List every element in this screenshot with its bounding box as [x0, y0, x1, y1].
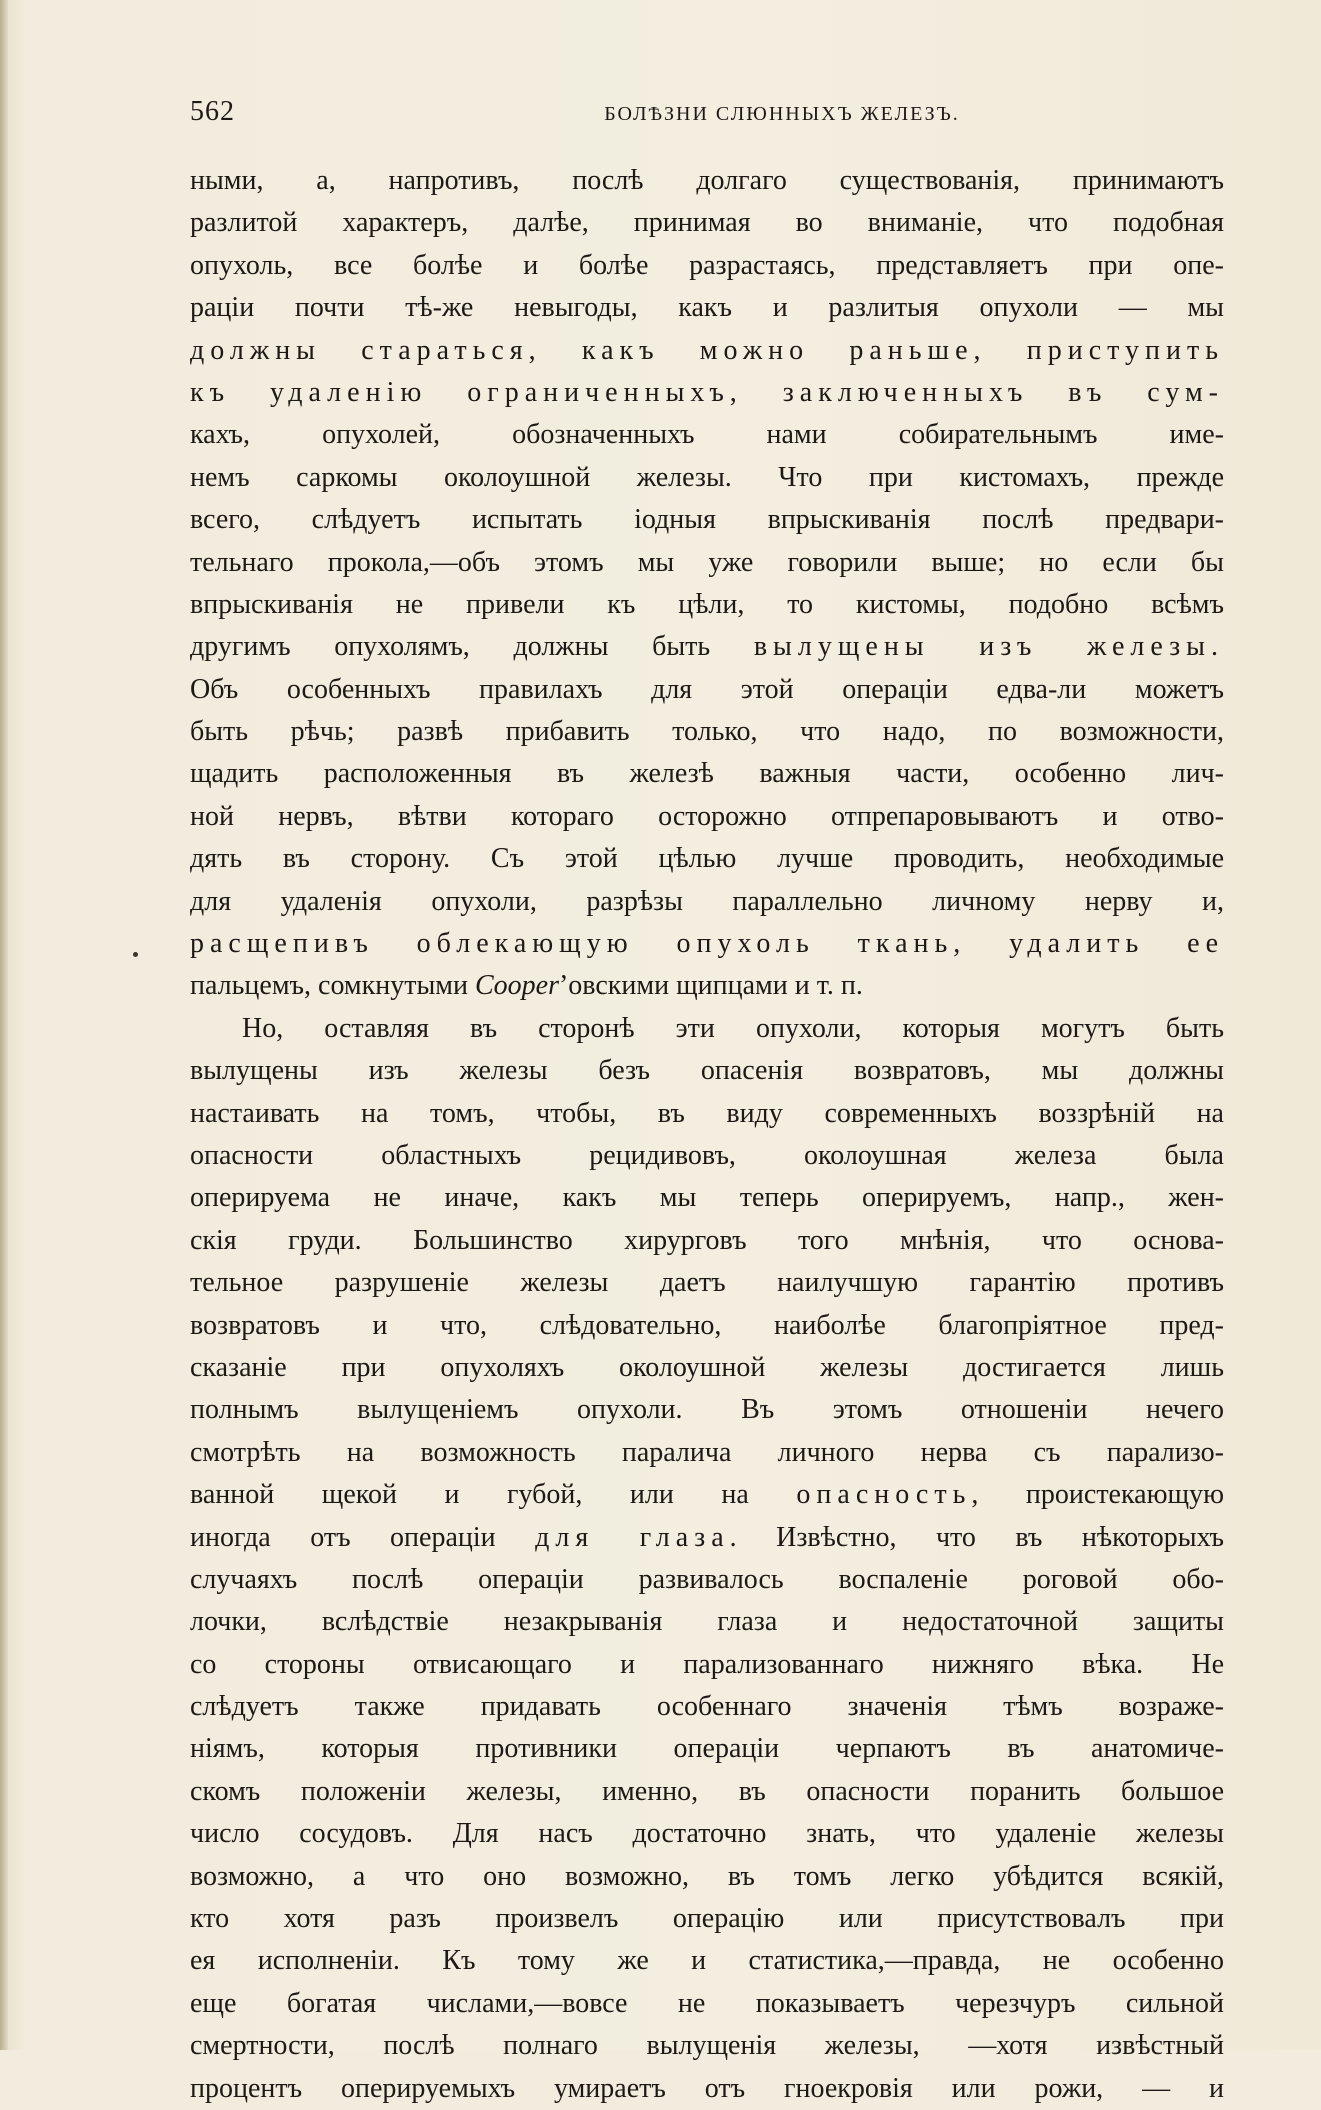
- text-line: дять въ сторону. Съ этой цѣлью лучше проводить, необходимые: [190, 843, 1224, 875]
- text-line: другимъ опухолямъ, должны быть вылущены изъ железы.: [190, 631, 1224, 663]
- text-line-spaced: къ удаленію ограниченныхъ, заключенныхъ въ сум-: [190, 376, 1224, 408]
- text-line: вылущены изъ железы безъ опасенія возвратовъ, мы должны: [190, 1055, 1224, 1087]
- page-binding-edge: [0, 0, 8, 2050]
- text-line: сказаніе при опухоляхъ околоушной железы достигается лишь: [190, 1351, 1224, 1383]
- text-line: со стороны отвисающаго и парализованнаго нижняго вѣка. Не: [190, 1648, 1224, 1680]
- text-line: случаяхъ послѣ операціи развивалось воспаленіе роговой обо-: [190, 1563, 1224, 1595]
- emphasis-text: для глаза: [535, 1521, 730, 1553]
- text-line: раціи почти тѣ-же невыгоды, какъ и разлитыя опухоли — мы: [190, 292, 1224, 324]
- text-line: настаивать на томъ, чтобы, въ виду современныхъ воззрѣній на: [190, 1097, 1224, 1129]
- text-line-spaced: расщепивъ облекающую опухоль ткань, удалить ее: [190, 928, 1224, 960]
- page-number: 562: [190, 96, 235, 127]
- emphasis-text: опасность: [796, 1479, 972, 1511]
- text-line: опасности областныхъ рецидивовъ, околоушная железа была: [190, 1139, 1224, 1171]
- body-text: [190, 160, 1224, 2110]
- page-header: [190, 92, 1224, 132]
- text-line: разлитой характеръ, далѣе, принимая во вниманіе, что подобная: [190, 207, 1224, 239]
- italic-name: Cooper: [474, 970, 559, 1002]
- text-line: немъ саркомы околоушной железы. Что при кистомахъ, прежде: [190, 461, 1224, 493]
- paragraph-start-line: Но, оставляя въ сторонѣ эти опухоли, которыя могутъ быть: [242, 1012, 1224, 1044]
- text-line: для удаленія опухоли, разрѣзы параллельно личному нерву и,: [190, 885, 1224, 917]
- text-line: впрыскиванія не привели къ цѣли, то кистомы, подобно всѣмъ: [190, 588, 1224, 620]
- text-line: всего, слѣдуетъ испытать іодныя впрыскиванія послѣ предвари-: [190, 504, 1224, 536]
- text-line: ной нервъ, вѣтви котораго осторожно отпрепаровываютъ и отво-: [190, 800, 1224, 832]
- text-line: процентъ оперируемыхъ умираетъ отъ гноекровія или рожи, — и: [190, 2072, 1224, 2104]
- text-line: ванной щекой и губой, или на опасность, проистекающую: [190, 1479, 1224, 1511]
- text-line: оперируема не иначе, какъ мы теперь оперируемъ, напр., жен-: [190, 1182, 1224, 1214]
- text-line: тельное разрушеніе железы даетъ наилучшую гарантію противъ: [190, 1267, 1224, 1299]
- text-line: ными, а, напротивъ, послѣ долгаго существованія, принимаютъ: [190, 165, 1224, 196]
- text-line: кахъ, опухолей, обозначенныхъ нами собирательнымъ име-: [190, 419, 1224, 451]
- text-line: лочки, вслѣдствіе незакрыванія глаза и недостаточной защиты: [190, 1606, 1224, 1638]
- text-line: смотрѣть на возможность паралича личного нерва съ парализо-: [190, 1436, 1224, 1468]
- text-line: опухоль, все болѣе и болѣе разрастаясь, представляетъ при опе-: [190, 249, 1224, 281]
- text-line: возвратовъ и что, слѣдовательно, наиболѣе благопріятное пред-: [190, 1309, 1224, 1341]
- text-line: число сосудовъ. Для насъ достаточно знать, что удаленіе железы: [190, 1818, 1224, 1850]
- text-line: пальцемъ, сомкнутыми Cooper’овскими щипцами и т. п.: [190, 970, 863, 1002]
- text-line: скія груди. Большинство хирурговъ того мнѣнія, что основа-: [190, 1224, 1224, 1256]
- text-line: щадить расположенныя въ железѣ важныя части, особенно лич-: [190, 758, 1224, 790]
- text-line: возможно, а что оно возможно, въ томъ легко убѣдится всякій,: [190, 1860, 1224, 1892]
- text-line: быть рѣчь; развѣ прибавить только, что надо, по возможности,: [190, 716, 1224, 748]
- text-line: Объ особенныхъ правилахъ для этой операціи едва-ли можетъ: [190, 673, 1224, 705]
- text-line: еще богатая числами,—вовсе не показываетъ черезчуръ сильной: [190, 1987, 1224, 2019]
- text-line-spaced: должны стараться, какъ можно раньше, приступить: [190, 334, 1224, 366]
- margin-mark: [133, 952, 138, 957]
- text-line: слѣдуетъ также придавать особеннаго значенія тѣмъ возраже-: [190, 1691, 1224, 1723]
- text-line: ніямъ, которыя противники операціи черпаютъ въ анатомиче-: [190, 1733, 1224, 1765]
- emphasis-text: вылущены изъ железы.: [753, 631, 1224, 663]
- text-line: тельнаго прокола,—объ этомъ мы уже говорили выше; но если бы: [190, 546, 1224, 578]
- running-title: БОЛѢЗНИ СЛЮННЫХЪ ЖЕЛЕЗЪ.: [604, 103, 960, 125]
- text-line: смертности, послѣ полнаго вылущенія железы, —хотя извѣстный: [190, 2030, 1224, 2062]
- text-line: кто хотя разъ произвелъ операцію или присутствовалъ при: [190, 1903, 1224, 1935]
- text-line: иногда отъ операціи для глаза. Извѣстно, что въ нѣкоторыхъ: [190, 1521, 1224, 1553]
- text-line: ея исполненіи. Къ тому же и статистика,—правда, не особенно: [190, 1945, 1224, 1977]
- text-line: полнымъ вылущеніемъ опухоли. Въ этомъ отношеніи нечего: [190, 1394, 1224, 1426]
- text-line: скомъ положеніи железы, именно, въ опасности поранить большое: [190, 1775, 1224, 1807]
